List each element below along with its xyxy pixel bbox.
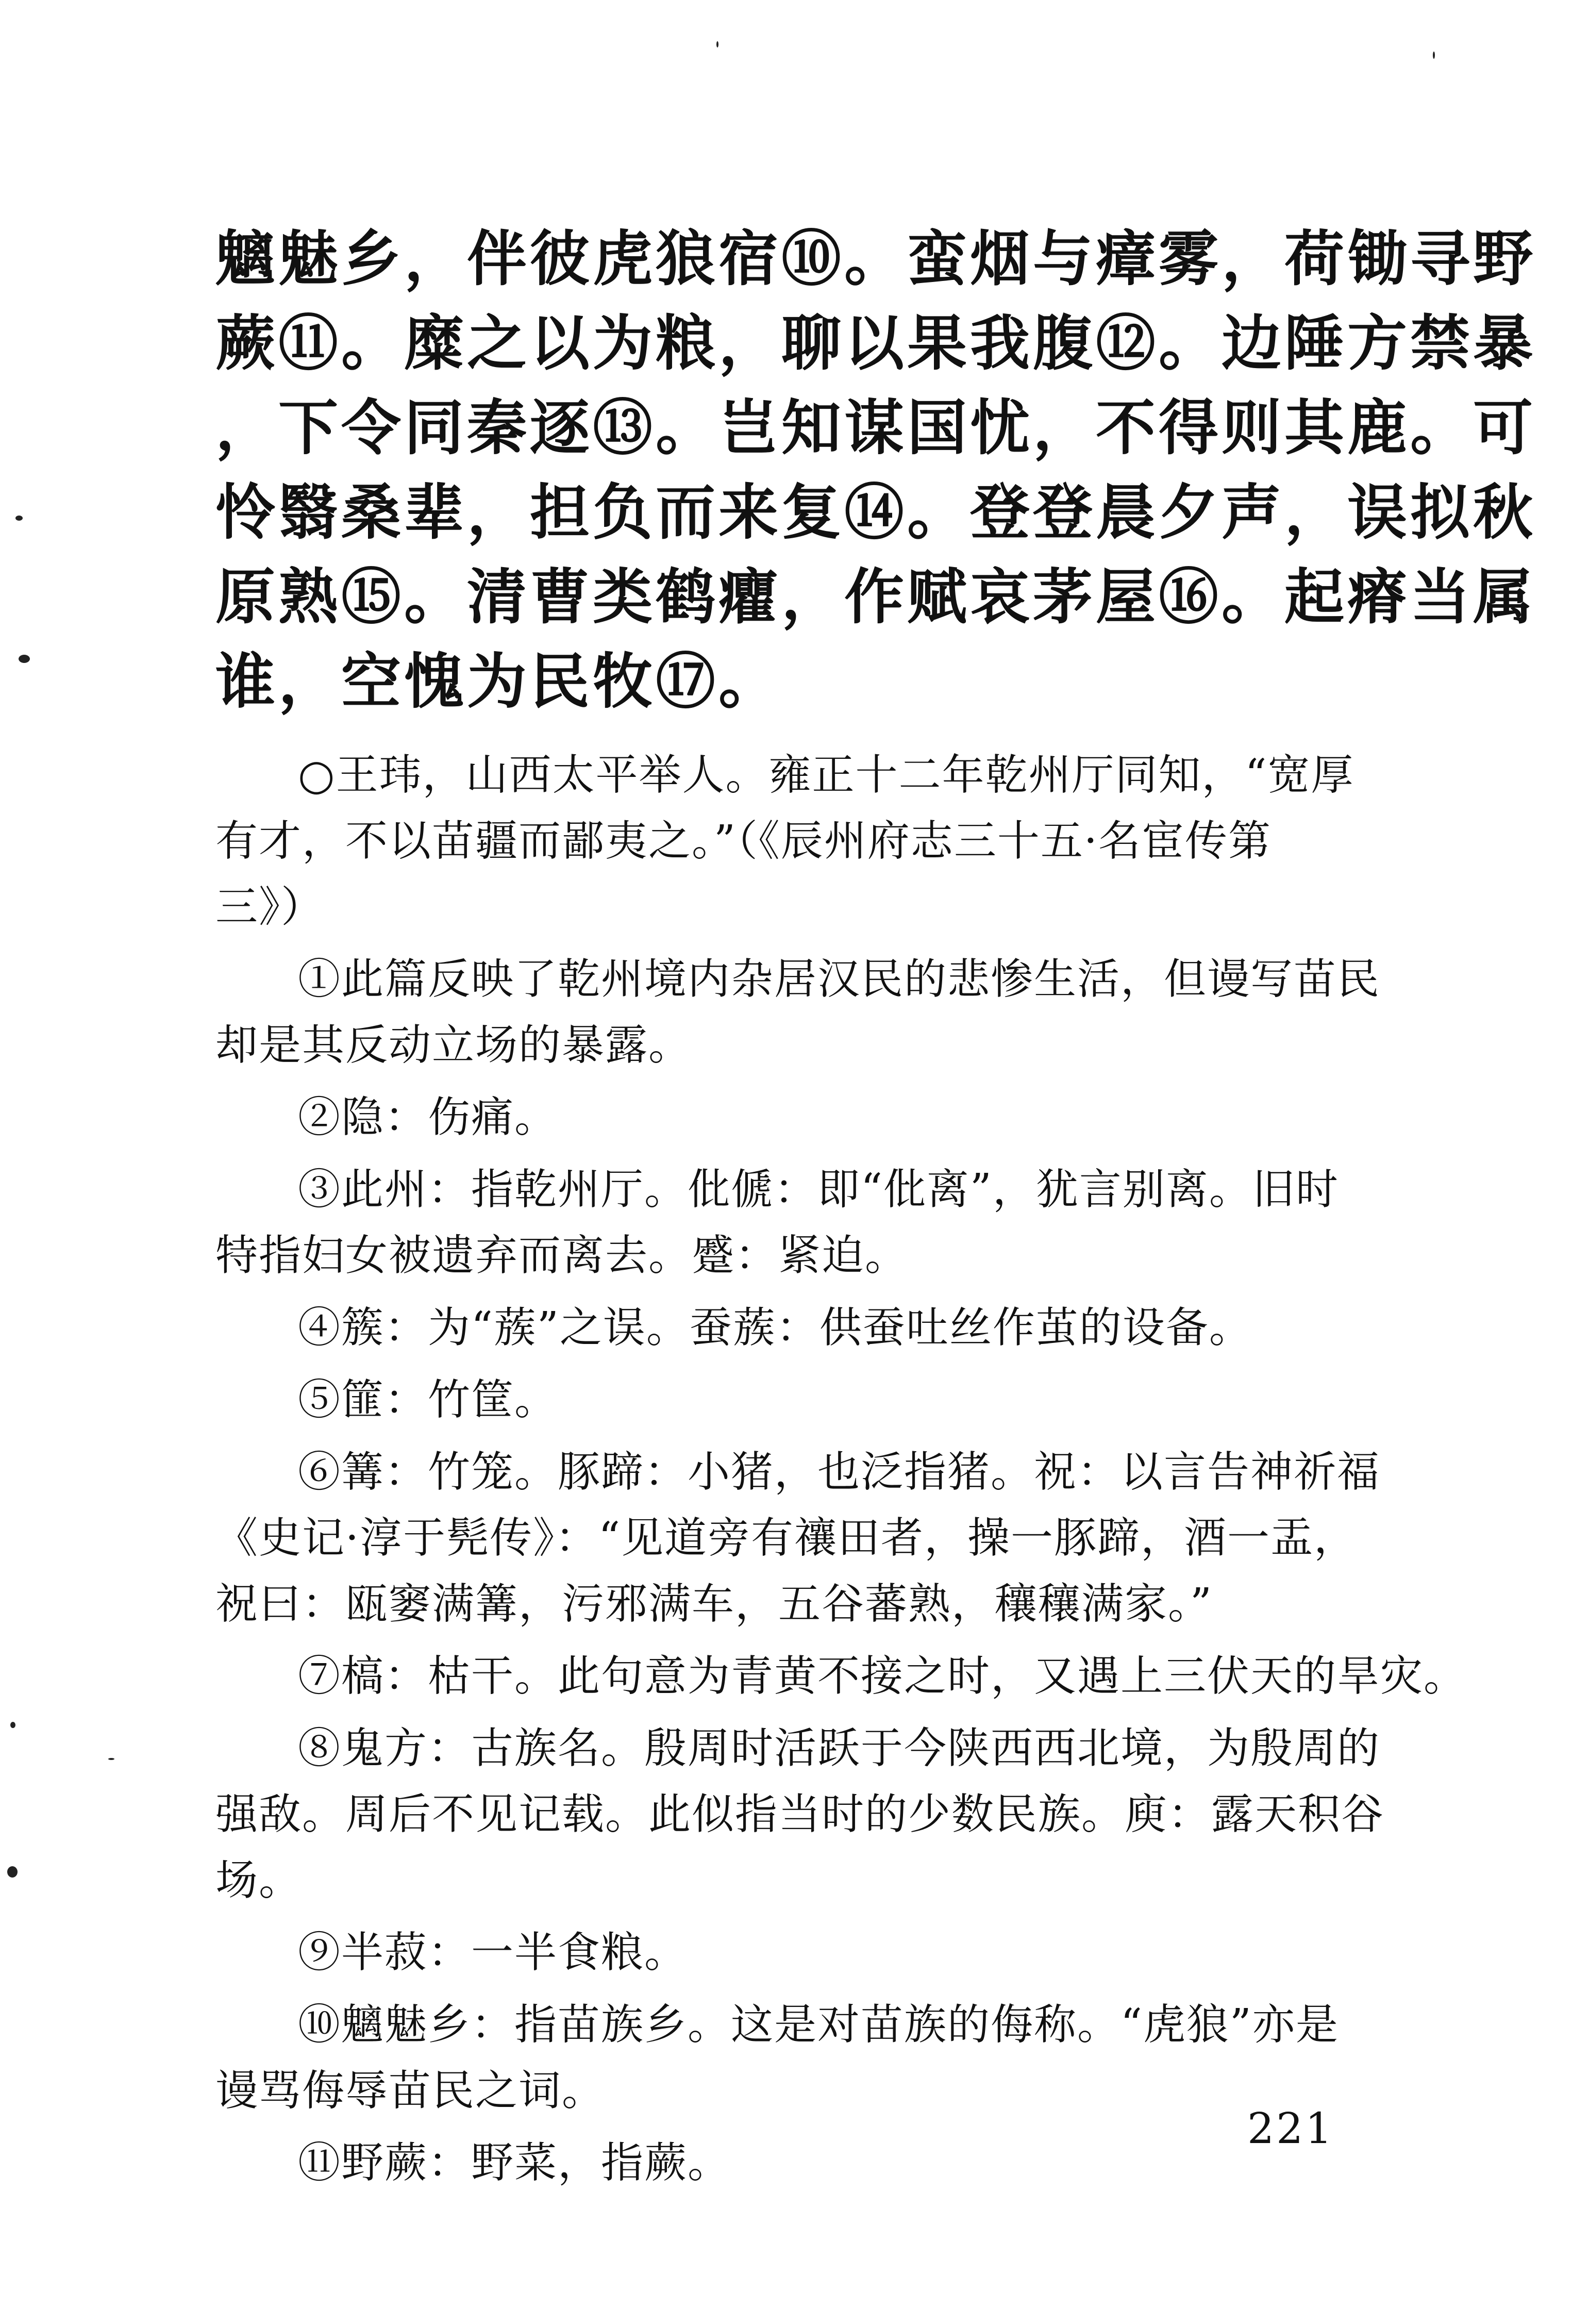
footnote-line: 特指妇女被遗弃而离去。蹙：紧迫。	[215, 1231, 909, 1280]
footnote-line: ⑤篚：竹筐。	[298, 1375, 558, 1424]
scan-speck	[108, 1758, 114, 1760]
annotation-notes	[215, 742, 1467, 2196]
footnote-line: ⑧鬼方：古族名。殷周时活跃于今陕西西北境，为殷周的	[298, 1724, 1381, 1773]
poem-line: 原熟⑮。清曹类鹤癯，作赋哀茅屋⑯。起瘠当属	[215, 562, 1536, 632]
scan-speck	[7, 1866, 18, 1878]
footnote-line: ④簇：为“蔟”之误。蚕蔟：供蚕吐丝作茧的设备。	[298, 1303, 1252, 1352]
footnote-line: 却是其反动立场的暴露。	[215, 1021, 692, 1070]
footnote-line: ①此篇反映了乾州境内杂居汉民的悲惨生活，但谩写苗民	[298, 955, 1381, 1004]
author-note-line: ○王玮，山西太平举人。雍正十二年乾州厅同知，“宽厚	[298, 751, 1354, 800]
page-number: 221	[1247, 2104, 1334, 2153]
poem-line: ，下令同秦逐⑬。岂知谋国忧，不得则其鹿。可	[215, 393, 1536, 463]
author-note-line: 三》）	[215, 883, 325, 932]
poem-text	[215, 217, 1536, 724]
author-note-line: 有才，不以苗疆而鄙夷之。”（《辰州府志三十五·名宦传第	[215, 817, 1272, 866]
footnote-line: ②隐：伤痛。	[298, 1093, 558, 1142]
scan-speck	[1433, 52, 1435, 59]
footnote-line: ③此州：指乾州厅。仳傂：即“仳离”，犹言别离。旧时	[298, 1165, 1339, 1214]
footnote-line: ⑨半菽：一半食粮。	[298, 1928, 688, 1977]
poem-line: 蕨⑪。糜之以为粮，聊以果我腹⑫。边陲方禁暴	[215, 308, 1536, 378]
footnote-line: 场。	[215, 1856, 303, 1905]
poem-line: 怜翳桑辈，担负而来复⑭。登登晨夕声，误拟秋	[215, 477, 1536, 547]
footnote-line: ⑩魑魅乡：指苗族乡。这是对苗族的侮称。“虎狼”亦是	[298, 2000, 1339, 2049]
poem-line: 魑魅乡，伴彼虎狼宿⑩。蛮烟与瘴雾，荷锄寻野	[215, 224, 1536, 294]
footnote-line: 谩骂侮辱苗民之词。	[215, 2066, 606, 2115]
scan-speck	[19, 655, 30, 663]
footnote-line: 祝曰：瓯窭满篝，污邪满车，五谷蕃熟，穰穰满家。”	[215, 1580, 1213, 1629]
scan-speck	[10, 1722, 15, 1728]
scan-speck	[716, 41, 718, 47]
footnote-line: 《史记·淳于髡传》：“见道旁有禳田者，操一豚蹄，酒一盂，	[215, 1514, 1357, 1563]
scan-speck	[15, 516, 23, 521]
footnote-line: ⑥篝：竹笼。豚蹄：小猪，也泛指猪。祝：以言告神祈福	[298, 1448, 1381, 1497]
footnote-line: ⑪野蕨：野菜，指蕨。	[298, 2138, 731, 2187]
footnote-line: 强敌。周后不见记载。此似指当时的少数民族。庾：露天积谷	[215, 1790, 1385, 1839]
footnote-line: ⑦槁：枯干。此句意为青黄不接之时，又遇上三伏天的旱灾。	[298, 1652, 1467, 1701]
poem-line: 谁，空愧为民牧⑰。	[215, 646, 781, 717]
